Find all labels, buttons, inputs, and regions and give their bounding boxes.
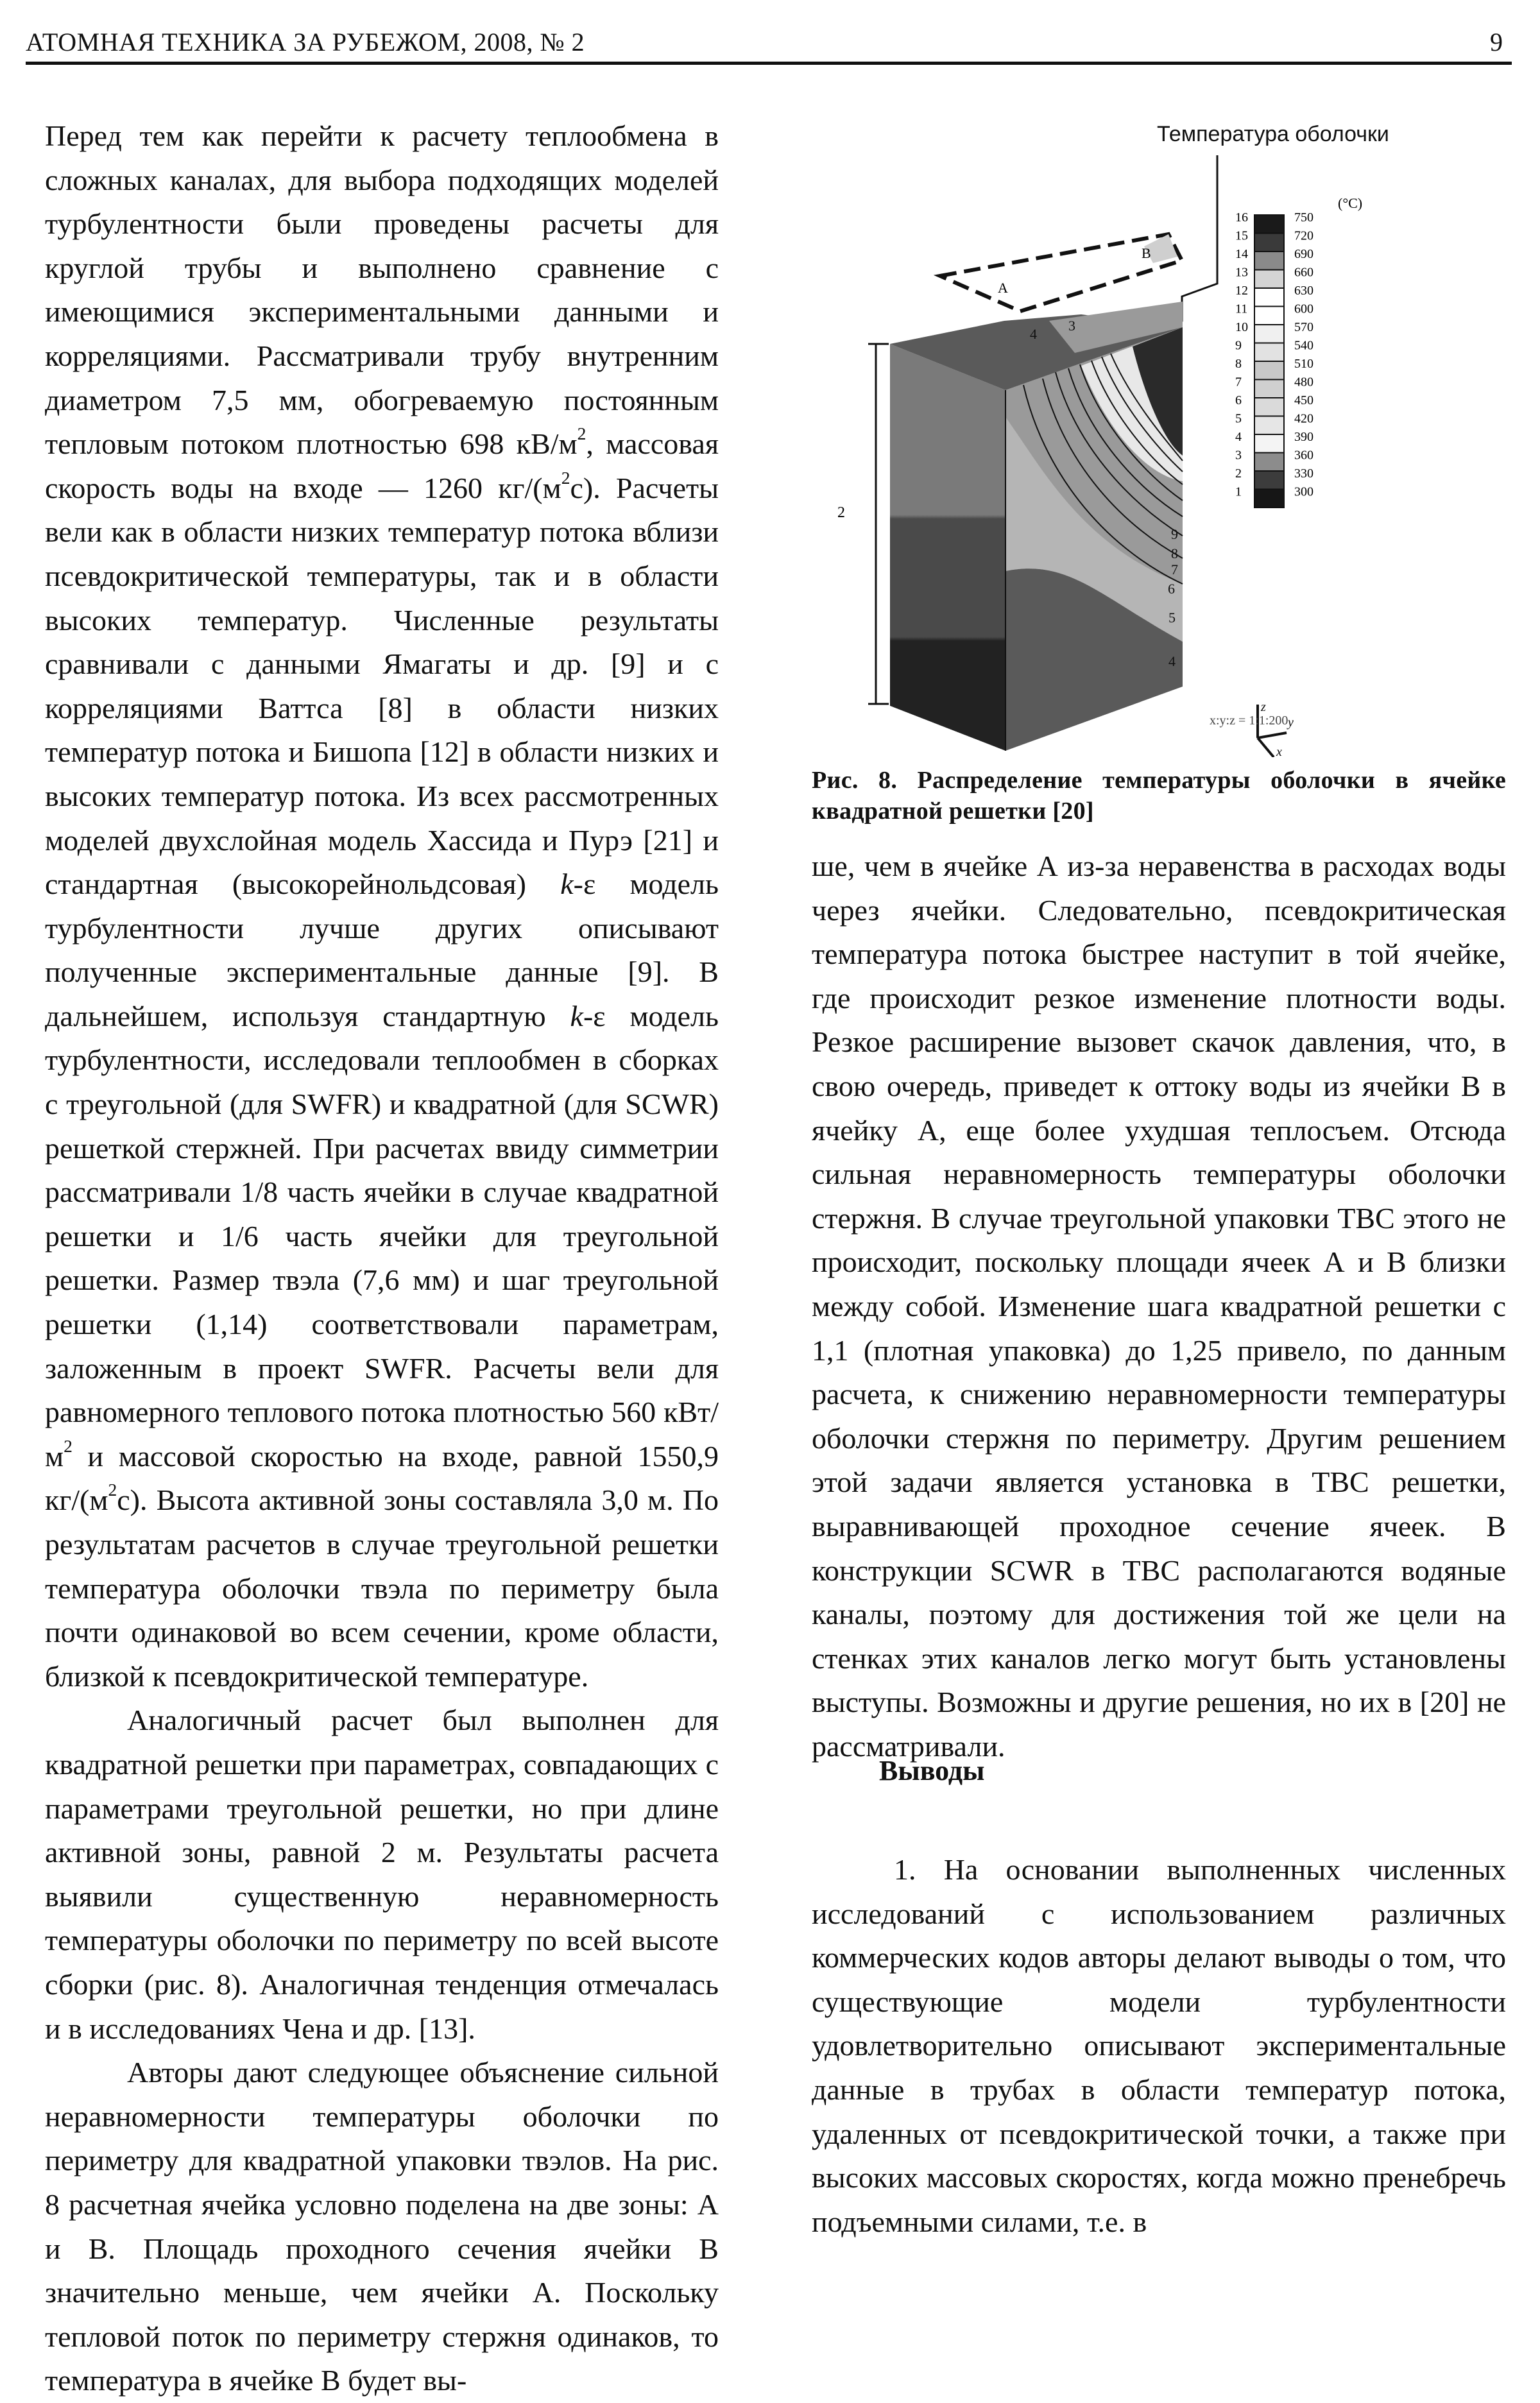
legend-unit: (°C) bbox=[1338, 195, 1363, 211]
legend-swatch bbox=[1254, 307, 1284, 325]
legend-swatch bbox=[1254, 270, 1284, 289]
running-header bbox=[26, 27, 1512, 65]
legend-swatch bbox=[1254, 434, 1284, 453]
legend-index: 6 bbox=[1235, 393, 1242, 407]
legend-index: 4 bbox=[1235, 430, 1242, 444]
legend-index: 14 bbox=[1235, 247, 1248, 261]
legend-swatch bbox=[1254, 471, 1284, 490]
legend-index: 5 bbox=[1235, 411, 1242, 426]
zone-label-b: B bbox=[1142, 245, 1151, 261]
svg-text:9: 9 bbox=[1171, 526, 1178, 542]
height-label: 2 bbox=[837, 504, 845, 521]
figure-8 bbox=[812, 109, 1506, 757]
temperature-contour-plot bbox=[812, 109, 1506, 757]
section-heading: Выводы bbox=[879, 1755, 985, 1786]
legend-swatch bbox=[1254, 325, 1284, 343]
svg-text:4: 4 bbox=[1030, 326, 1037, 342]
legend-value: 630 bbox=[1294, 284, 1313, 298]
legend-value: 720 bbox=[1294, 228, 1313, 243]
legend-value: 660 bbox=[1294, 265, 1313, 280]
header-rule bbox=[26, 62, 1512, 65]
svg-text:4: 4 bbox=[1168, 653, 1176, 669]
legend-swatch bbox=[1254, 343, 1284, 362]
journal-title: АТОМНАЯ ТЕХНИКА ЗА РУБЕЖОМ, 2008, № 2 bbox=[26, 28, 585, 56]
legend-index: 1 bbox=[1235, 484, 1242, 499]
svg-text:3: 3 bbox=[1068, 318, 1075, 334]
legend-value: 390 bbox=[1294, 430, 1313, 444]
legend-swatch bbox=[1254, 416, 1284, 435]
color-legend bbox=[1235, 195, 1362, 508]
legend-index: 11 bbox=[1235, 302, 1248, 316]
legend-index: 8 bbox=[1235, 357, 1242, 371]
legend-value: 330 bbox=[1294, 466, 1313, 481]
legend-value: 570 bbox=[1294, 320, 1313, 334]
callout-label: Температура оболочки bbox=[1157, 122, 1389, 146]
figure-caption: Рис. 8. Распределение температуры оболочки в ячейке квадратной решетки [20] bbox=[812, 767, 1506, 825]
legend-swatch bbox=[1254, 215, 1284, 234]
legend-index: 10 bbox=[1235, 320, 1248, 334]
legend-swatch bbox=[1254, 252, 1284, 270]
legend-value: 690 bbox=[1294, 247, 1313, 261]
legend-index: 16 bbox=[1235, 210, 1248, 225]
svg-text:7: 7 bbox=[1171, 561, 1178, 577]
svg-text:y: y bbox=[1288, 715, 1294, 730]
legend-swatch bbox=[1254, 453, 1284, 472]
legend-swatch bbox=[1254, 288, 1284, 307]
zone-label-a: A bbox=[998, 280, 1008, 296]
legend-index: 3 bbox=[1235, 448, 1242, 463]
paragraph: Аналогичный расчет был выполнен для квадратной решетки при параметрах, совпадающих с параметрами треугольной решетки, но при длине активной зоны, равной 2 м. Результаты расчета выявили существенную неравномерность температуры оболочки по периметру по всей высоте сборки (рис. 8). Аналогичная тенденция отмечалась и в исследованиях Чена и др. [13]. bbox=[45, 1704, 719, 2045]
legend-index: 13 bbox=[1235, 265, 1248, 280]
legend-index: 15 bbox=[1235, 228, 1248, 243]
legend-value: 480 bbox=[1294, 375, 1313, 389]
svg-text:6: 6 bbox=[1168, 581, 1175, 597]
paragraph: Перед тем как перейти к расчету теплообмена в сложных каналах, для выбора подходящих моделей турбулентности были проведены расчеты для круглой трубы и выполнено сравнение с имеющимися экспериментальными данными и корреляциями. Рассматривали трубу внутренним диаметром 7,5 мм, обогреваемую постоянным тепловым потоком плотностью 698 $кВ/м^2$, массовая скорость воды на входе — 1260 $кг/(м^2с)$. Расчеты вели как в области низких температур потока вблизи псевдокритической температуры, так и в области высоких температур. Численные результаты сравнивали с данными Ямагаты и др. [9] и с корреляциями Ваттса [8] в области низких температур потока и Бишопа [12] в области низких и высоких температур потока. Из всех рассмотренных моделей двухслойная модель Хассида и Пурэ [21] и стандартная (высокорейнольдсовая) k-ε модель турбулентности лучше других описывают полученные экспериментальные данные [9]. В дальнейшем, используя стандартную k-ε модель турбулентности, исследовали теплообмен в сборках с треугольной (для SWFR) и квадратной (для SCWR) решеткой стержней. При расчетах ввиду симметрии рассматривали 1/8 часть ячейки в случае квадратной решетки и 1/6 часть ячейки для треугольной решетки. Размер твэла (7,6 мм) и шаг треугольной решетки (1,14) соответствовали параметрам, заложенным в проект SWFR. Расчеты вели для равномерного теплового потока плотностью 560 кВт/$м^2$ и массовой скоростью на входе, равной 1550,9 $кг/(м^2с)$. Высота активной зоны составляла 3,0 м. По результатам расчетов в случае треугольной решетки температура оболочки твэла по периметру была почти одинаковой во всем сечении, кроме области, близкой к псевдокритической температуре. bbox=[45, 119, 719, 1693]
paragraph: Авторы дают следующее объяснение сильной неравномерности температуры оболочки по периметру для квадратной упаковки твэлов. На рис. 8 расчетная ячейка условно поделена на две зоны: А и В. Площадь проходного сечения ячейки В значительно меньше, чем ячейки А. Поскольку тепловой поток по периметру стержня одинаков, то температура в ячейке В будет вы- bbox=[45, 2056, 719, 2397]
legend-index: 12 bbox=[1235, 284, 1248, 298]
svg-text:x: x bbox=[1276, 745, 1282, 757]
svg-text:z: z bbox=[1261, 700, 1266, 714]
paragraph: ше, чем в ячейке А из-за неравенства в расходах воды через ячейки. Следовательно, псевдокритическая температура потока быстрее наступит в той ячейке, где происходит резкое изменение плотности воды. Резкое расширение вызовет скачок давления, что, в свою очередь, приведет к оттоку воды из ячейки В в ячейку А, еще более ухудшая теплосъем. Отсюда сильная неравномерность температуры оболочки стержня. В случае треугольной упаковки ТВС этого не происходит, поскольку площади ячеек А и В близки между собой. Изменение шага квадратной решетки с 1,1 (плотная упаковка) до 1,25 привело, по данным расчета, к снижению неравномерности температуры оболочки стержня по периметру. Другим решением этой задачи является установка в ТВС решетки, выравнивающей проходное сечение ячеек. В конструкции SCWR в ТВС располагаются водяные каналы, поэтому для достижения той же цели на стенках этих каналов легко могут быть установлены выступы. Возможны и другие решения, но их в [20] не рассматривали. bbox=[812, 850, 1506, 1763]
legend-swatch bbox=[1254, 490, 1284, 508]
legend-value: 510 bbox=[1294, 357, 1313, 371]
legend-swatch bbox=[1254, 380, 1284, 398]
svg-text:5: 5 bbox=[1168, 610, 1176, 626]
legend-swatch bbox=[1254, 361, 1284, 380]
legend-index: 2 bbox=[1235, 466, 1242, 481]
left-column bbox=[45, 114, 719, 2403]
legend-value: 360 bbox=[1294, 448, 1313, 463]
conclusions-section bbox=[812, 1752, 1506, 2244]
legend-value: 420 bbox=[1294, 411, 1313, 426]
svg-text:8: 8 bbox=[1171, 545, 1178, 561]
legend-swatch bbox=[1254, 234, 1284, 252]
legend-value: 600 bbox=[1294, 302, 1313, 316]
legend-index: 9 bbox=[1235, 338, 1242, 353]
page-number: 9 bbox=[1490, 28, 1503, 56]
legend-swatch bbox=[1254, 398, 1284, 416]
right-column bbox=[812, 844, 1506, 1768]
legend-value: 450 bbox=[1294, 393, 1313, 407]
scale-ratio: x:y:z = 1:1:200 bbox=[1210, 714, 1288, 728]
legend-index: 7 bbox=[1235, 375, 1242, 389]
legend-value: 540 bbox=[1294, 338, 1313, 353]
legend-value: 750 bbox=[1294, 210, 1313, 225]
legend-value: 300 bbox=[1294, 484, 1313, 499]
conclusion-item: 1. На основании выполненных численных исследований с использованием различных коммерческих кодов авторы делают выводы о том, что существующие модели турбулентности удовлетворительно описывают экспериментальные данные в трубах в области температур потока, удаленных от псевдокритической точки, а также при высоких массовых скоростях, когда можно пренебречь подъемными силами, т.е. в bbox=[812, 1853, 1506, 2238]
